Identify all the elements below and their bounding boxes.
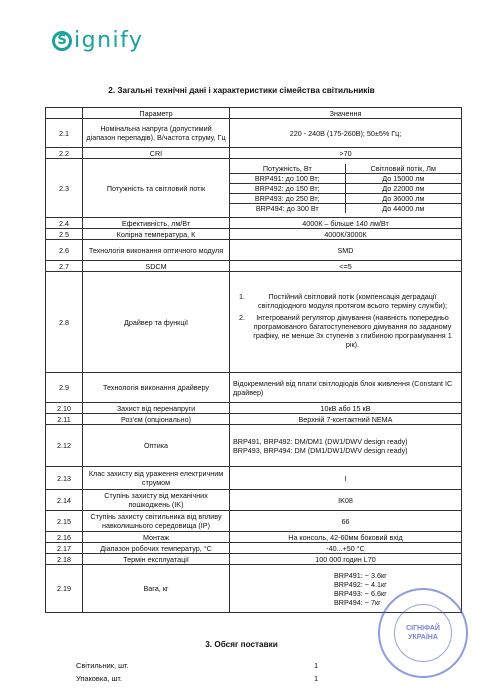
company-stamp [378,588,468,678]
signify-logo [52,28,144,53]
stamp-center [394,604,452,662]
row-param: Колірна температура, К [83,229,230,240]
row-param: Технологія виконання драйверу [83,373,230,403]
power-flux-table [230,164,461,213]
row-param: Клас захисту від ураження електричним струмом [83,467,230,490]
flux-value: До 36000 лм [345,193,461,203]
row-value: -40...+50 °С [230,543,462,554]
table-row [46,373,462,403]
row-param: Номінальна напруга (допустимий діапазон перепадів), В/частота струму, Гц [83,119,230,148]
flux-value: До 15000 лм [345,173,461,183]
row-param: Ефективність, лм/Вт [83,218,230,229]
row-param: Захист від перенапруги [83,403,230,414]
row-num: 2.11 [46,414,83,425]
logo-text: ignify [74,28,144,53]
row-value: 4000К – більше 140 лм/Вт [230,218,462,229]
row-num: 2.5 [46,229,83,240]
table-row [46,425,462,467]
row-param: Термін експлуатації [83,554,230,565]
power-flux-cell [230,159,462,218]
row-param: Вага, кг [83,565,230,613]
row-num: 2.2 [46,148,83,159]
table-row [46,261,462,272]
row-value: Відокремлений від плати світлодіодів блок живлення (Constant IC драйвер) [230,373,462,403]
header-param: Параметр [83,108,230,119]
table-row [46,159,462,218]
row-num: 2.17 [46,543,83,554]
section-2-title: 2. Загальні технічні дані і характеристики сімейства світильників [108,86,375,95]
row-num: 2.19 [46,565,83,613]
row-num: 2.4 [46,218,83,229]
optics-line: BRP493, BRP494: DM (DM1/DW1/DWV design ready) [233,445,408,455]
row-param: SDCM [83,261,230,272]
header-num [46,108,83,119]
row-value: 4000К/3000К [230,229,462,240]
row-param: Ступінь захисту світильника від впливу навколишнього середовища (IP) [83,511,230,532]
table-row [46,532,462,543]
power-value: BRP493: до 250 Вт; [230,193,345,203]
driver-functions-list [233,292,458,349]
table-row [46,240,462,261]
row-param: CRI [83,148,230,159]
row-num: 2.3 [46,159,83,218]
weight-line: BRP492: ~ 4.1кг [334,579,387,589]
row-num: 2.15 [46,511,83,532]
delivery-label: Упаковка, шт. [76,674,122,683]
power-value: BRP494: до 300 Вт [230,203,345,213]
row-num: 2.12 [46,425,83,467]
table-row [46,543,462,554]
weight-line: BRP493: ~ 6.6кг [334,588,387,598]
table-row [46,148,462,159]
row-num: 2.9 [46,373,83,403]
row-value: IK08 [230,490,462,511]
row-value: 10кВ або 15 кВ [230,403,462,414]
row-param: Потужність та світловий потік [83,159,230,218]
row-param: Оптика [83,425,230,467]
row-param: Роз'єм (опціонально) [83,414,230,425]
row-num: 2.13 [46,467,83,490]
table-row [46,490,462,511]
header-value: Значення [230,108,462,119]
table-row [46,229,462,240]
list-item: 1. Постійний світловий потік (компенсація деградації світлодіодного модуля протягом всього терміну служби); [247,292,458,310]
optics-line: BRP491, BRP492: DM/DM1 (DW1/DWV design ready) [233,436,408,446]
row-num: 2.1 [46,119,83,148]
logo-mark: S [52,31,72,51]
power-header: Потужність, Вт [230,164,345,174]
stamp-line: УКРАЇНА [408,634,438,641]
row-value: SMD [230,240,462,261]
row-value: 100 000 годин L70 [230,554,462,565]
table-row [46,414,462,425]
row-num: 2.16 [46,532,83,543]
row-num: 2.7 [46,261,83,272]
row-param: Діапазон робочих температур, °С [83,543,230,554]
delivery-value: 1 [314,674,319,683]
table-row [46,272,462,373]
table-row [46,467,462,490]
weight-line: BRP494: ~ 7кг [334,597,381,607]
list-item: 2. Інтегрований регулятор дімування (наявність попередньо програмованого багатоступеневого дімування по заданому графіку, не менше 3х ступенів з глибиною програмування 1 рік). [247,313,458,349]
table-row [46,511,462,532]
delivery-value: 1 [314,661,319,670]
row-num: 2.10 [46,403,83,414]
weight-line: BRP491: ~ 3.6кг [334,570,387,580]
power-value: BRP491: до 100 Вт; [230,173,345,183]
flux-value: До 44000 лм [345,203,461,213]
row-param: Ступінь захисту від механічних пошкоджень (IK) [83,490,230,511]
stamp-line: СІГНІФАЙ [406,625,440,632]
row-param: Драйвер та функції [83,272,230,373]
section-3-title: 3. Обсяг поставки [205,640,278,649]
row-param: Технологія виконання оптичного модуля [83,240,230,261]
power-value: BRP492: до 150 Вт; [230,183,345,193]
table-row [46,218,462,229]
row-value: 220 - 240В (175-260В); 50±5% Гц; [230,119,462,148]
row-value: >70 [230,148,462,159]
row-value: <=5 [230,261,462,272]
row-num: 2.14 [46,490,83,511]
row-value: Верхній 7-контактний NEMA [230,414,462,425]
row-value: 66 [230,511,462,532]
table-row [46,554,462,565]
table-row [46,403,462,414]
row-value: I [230,467,462,490]
row-num: 2.6 [46,240,83,261]
row-value: На консоль, 42-60мм боковий вхід [230,532,462,543]
table-header-row [46,108,462,119]
flux-value: До 22000 лм [345,183,461,193]
spec-table [45,107,462,613]
flux-header: Світловий потік, Лм [345,164,461,174]
delivery-label: Світильник, шт. [76,661,129,670]
row-num: 2.18 [46,554,83,565]
table-row [46,119,462,148]
row-num: 2.8 [46,272,83,373]
row-param: Монтаж [83,532,230,543]
driver-functions-cell [230,272,462,373]
optics-cell [230,425,462,467]
